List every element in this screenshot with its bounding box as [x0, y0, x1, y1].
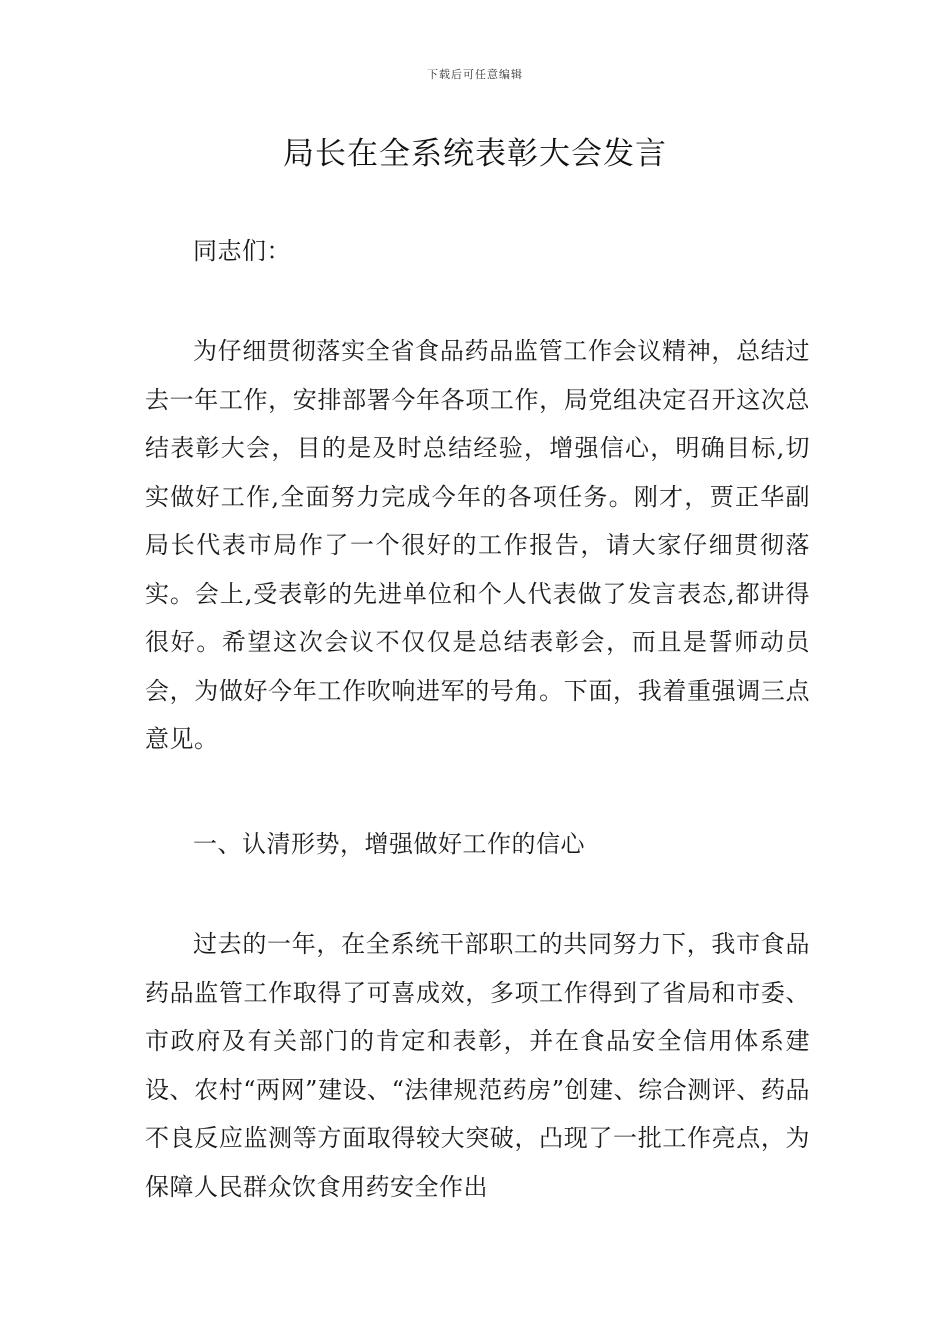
- greeting-paragraph: 同志们：: [193, 237, 291, 265]
- document-title: 局长在全系统表彰大会发言: [283, 136, 667, 172]
- past-year-paragraph: 过去的一年，在全系统干部职工的共同努力下，我市食品药品监管工作取得了可喜成效，多项工作得到了省局和市委、市政府及有关部门的肯定和表彰，并在食品安全信用体系建设、农村“两网”建设、“法律规范药房”创建、综合测评、药品不良反应监测等方面取得较大突破，凸现了一批工作亮点，为保障人民群众饮食用药安全作出: [145, 930, 810, 1201]
- intro-paragraph: 为仔细贯彻落实全省食品药品监管工作会议精神，总结过去一年工作，安排部署今年各项工作，局党组决定召开这次总结表彰大会，目的是及时总结经验，增强信心，明确目标,切实做好工作,全面努力完成今年的各项任务。刚才，贾正华副局长代表市局作了一个很好的工作报告，请大家仔细贯彻落实。会上,受表彰的先进单位和个人代表做了发言表态,都讲得很好。希望这次会议不仅仅是总结表彰会，而且是誓师动员会，为做好今年工作吹响进军的号角。下面，我着重强调三点意见。: [145, 337, 810, 753]
- section-heading-1: 一、认清形势，增强做好工作的信心: [193, 830, 585, 858]
- header-note: 下载后可任意编辑: [427, 68, 523, 81]
